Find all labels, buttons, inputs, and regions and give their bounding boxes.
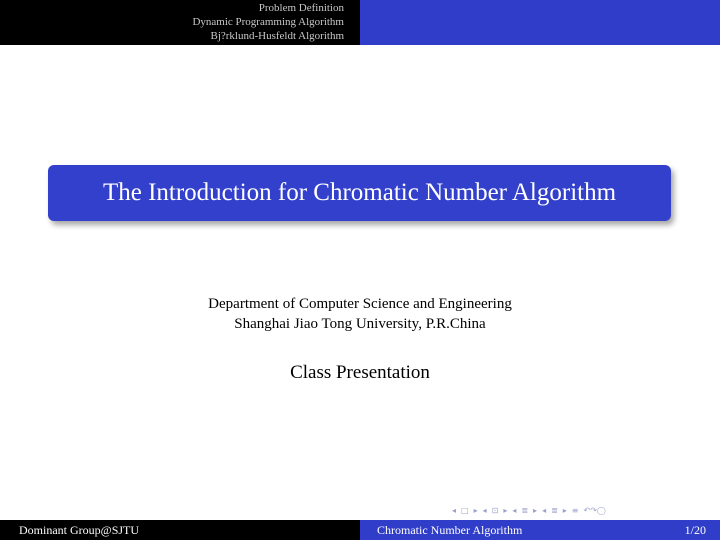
section-navigation [0,0,360,45]
institute-line-1: Department of Computer Science and Engineering [208,296,512,312]
nav-prev-document-icon[interactable]: ◂ [542,505,547,515]
footer-left [0,520,360,540]
section-icon[interactable]: ≣ [521,505,529,515]
nav-next-section-icon[interactable]: ▸ [533,505,538,515]
appendix-icon[interactable]: ≡ [571,505,579,515]
subsection-icon[interactable]: ⊡ [491,505,499,515]
footer-author: Dominant Group@SJTU [19,522,140,537]
footer-page-number: 1/20 [684,522,706,537]
nav-next-subsection-icon[interactable]: ▸ [503,505,508,515]
nav-section-dynamic-programming[interactable]: Dynamic Programming Algorithm [192,16,344,28]
nav-prev-frame-icon[interactable]: ◂ [452,505,457,515]
presentation-date: Class Presentation [290,362,430,383]
beamer-navigation-symbols [452,502,611,518]
back-forward-search-icon[interactable]: ↶↷◯ [583,505,606,515]
headline-bar [0,0,720,45]
nav-prev-section-icon[interactable]: ◂ [512,505,517,515]
nav-prev-subsection-icon[interactable]: ◂ [482,505,487,515]
footer-right [360,520,720,540]
nav-section-problem-definition[interactable]: Problem Definition [258,2,344,14]
slide-title: The Introduction for Chromatic Number Algorithm [102,179,617,206]
footer-short-title: Chromatic Number Algorithm [377,522,523,537]
nav-next-frame-icon[interactable]: ▸ [473,505,478,515]
institute-line-2: Shanghai Jiao Tong University, P.R.China [234,316,486,332]
title-block [48,165,671,221]
document-icon[interactable]: ≣ [551,505,558,515]
nav-next-document-icon[interactable]: ▸ [562,505,567,515]
footline-bar [0,520,720,540]
nav-section-bjorklund-husfeldt[interactable]: Bj?rklund-Husfeldt Algorithm [210,30,344,42]
headline-right-panel [360,0,720,45]
frame-icon[interactable]: □ [461,505,469,515]
